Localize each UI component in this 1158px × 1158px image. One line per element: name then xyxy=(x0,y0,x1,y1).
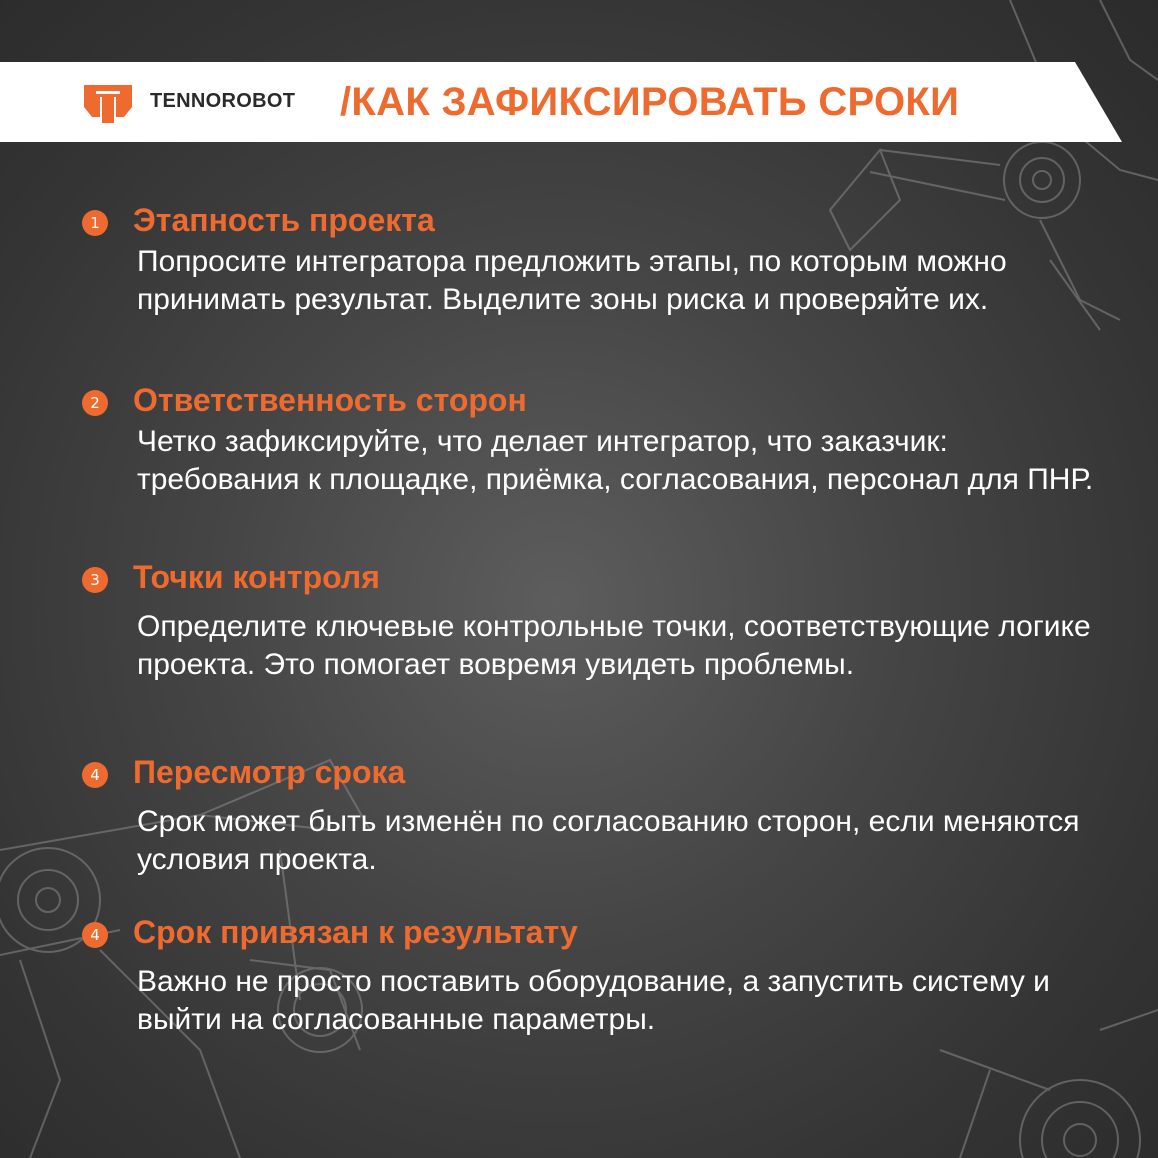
item-heading: Этапность проекта xyxy=(133,202,435,238)
item-number-badge: 2 xyxy=(82,390,108,416)
item-number-badge: 1 xyxy=(82,210,108,236)
item-body: Важно не просто поставить оборудование, а запустить систему и выйти на согласованные параметры. xyxy=(137,965,1050,1036)
brand-name: TENNOROBOT xyxy=(150,90,296,112)
item-heading: Ответственность сторон xyxy=(133,382,527,418)
tennorobot-logo-icon xyxy=(80,83,136,125)
item-number-badge: 3 xyxy=(82,567,108,593)
page-title: /КАК ЗАФИКСИРОВАТЬ СРОКИ xyxy=(340,80,960,124)
item-number-badge: 4 xyxy=(82,922,108,948)
item-heading: Пересмотр срока xyxy=(133,754,406,790)
item-body: Четко зафиксируйте, что делает интегратор, что заказчик: требования к площадке, приёмка, согласования, персонал для ПНР. xyxy=(137,425,1094,496)
item-body: Определите ключевые контрольные точки, соответствующие логике проекта. Это помогает вовремя увидеть проблемы. xyxy=(137,610,1091,681)
item-number-badge: 4 xyxy=(82,762,108,788)
item-heading: Точки контроля xyxy=(133,559,380,595)
item-body: Срок может быть изменён по согласованию сторон, если меняются условия проекта. xyxy=(137,805,1080,876)
item-body: Попросите интегратора предложить этапы, по которым можно принимать результат. Выделите зоны риска и проверяйте их. xyxy=(137,245,1007,316)
item-heading: Срок привязан к результату xyxy=(133,914,578,950)
